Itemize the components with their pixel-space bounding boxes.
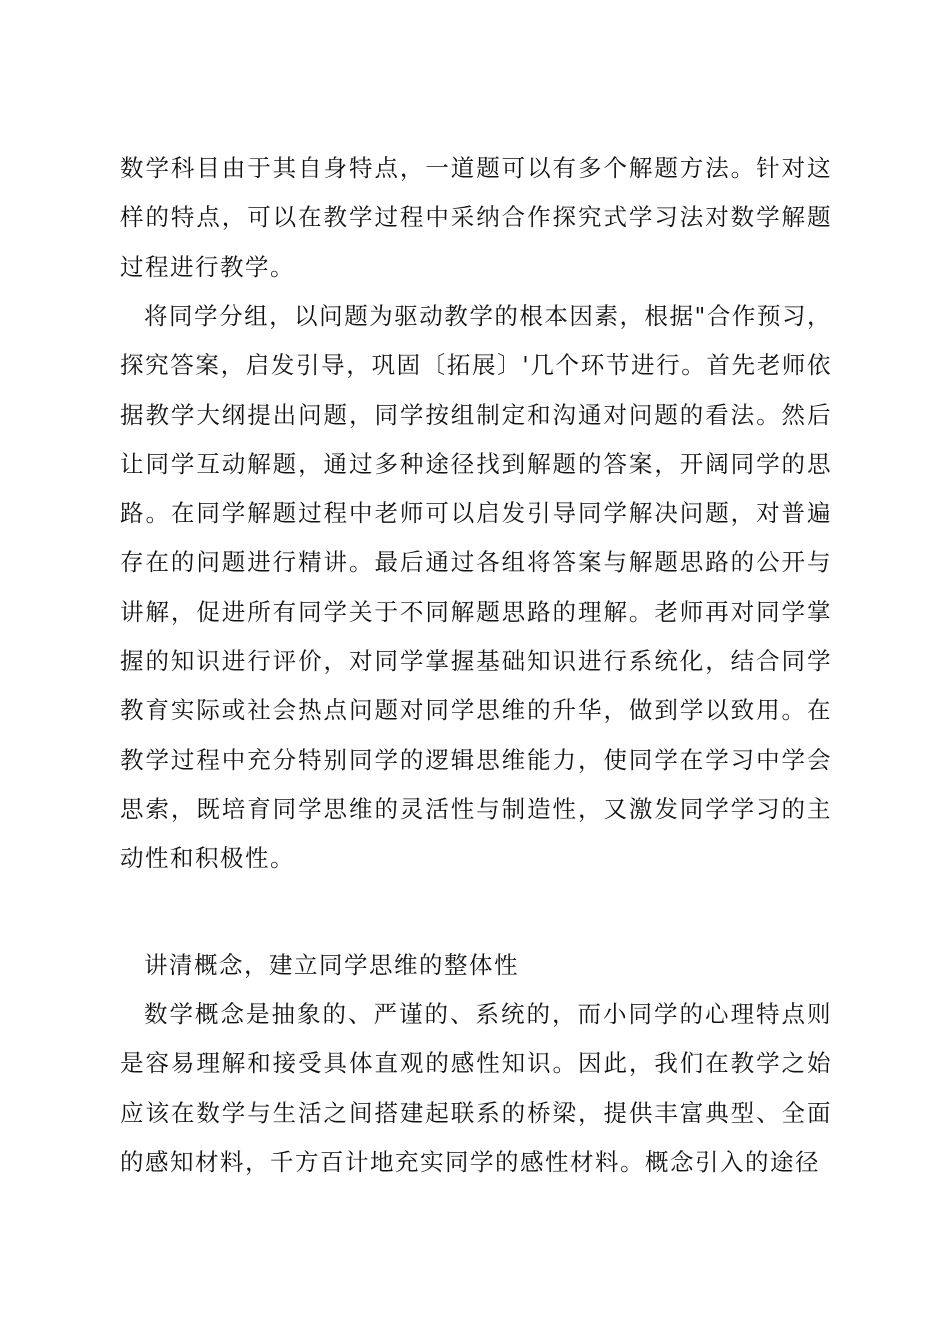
paragraph-group-method: 将同学分组，以问题为驱动教学的根本因素，根据"合作预习，探究答案，启发引导，巩固〔拓展〕'几个环节进行。首先老师依据教学大纲提出问题，同学按组制定和沟通对问题的看法。然后让同学互动解题，通过多种途径找到解题的答案，开阔同学的思路。在同学解题过程中老师可以启发引导同学解决问题，对普遍存在的问题进行精讲。最后通过各组将答案与解题思路的公开与讲解，促进所有同学关于不同解题思路的理解。老师再对同学掌握的知识进行评价，对同学掌握基础知识进行系统化，结合同学教育实际或社会热点问题对同学思维的升华，做到学以致用。在教学过程中充分特别同学的逻辑思维能力，使同学在学习中学会思索，既培育同学思维的灵活性与制造性，又激发同学学习的主动性和积极性。 — [120, 302, 832, 873]
paragraph-concepts: 数学概念是抽象的、严谨的、系统的，而小同学的心理特点则是容易理解和接受具体直观的感性知识。因此，我们在教学之始应该在数学与生活之间搭建起联系的桥梁，提供丰富典型、全面的感知材料，千方百计地充实同学的感性材料。概念引入的途径 — [120, 1000, 832, 1176]
paragraph-intro: 数学科目由于其自身特点，一道题可以有多个解题方法。针对这样的特点，可以在教学过程中采纳合作探究式学习法对数学解题过程进行教学。 — [120, 154, 832, 281]
section-heading: 讲清概念，建立同学思维的整体性 — [144, 951, 519, 979]
